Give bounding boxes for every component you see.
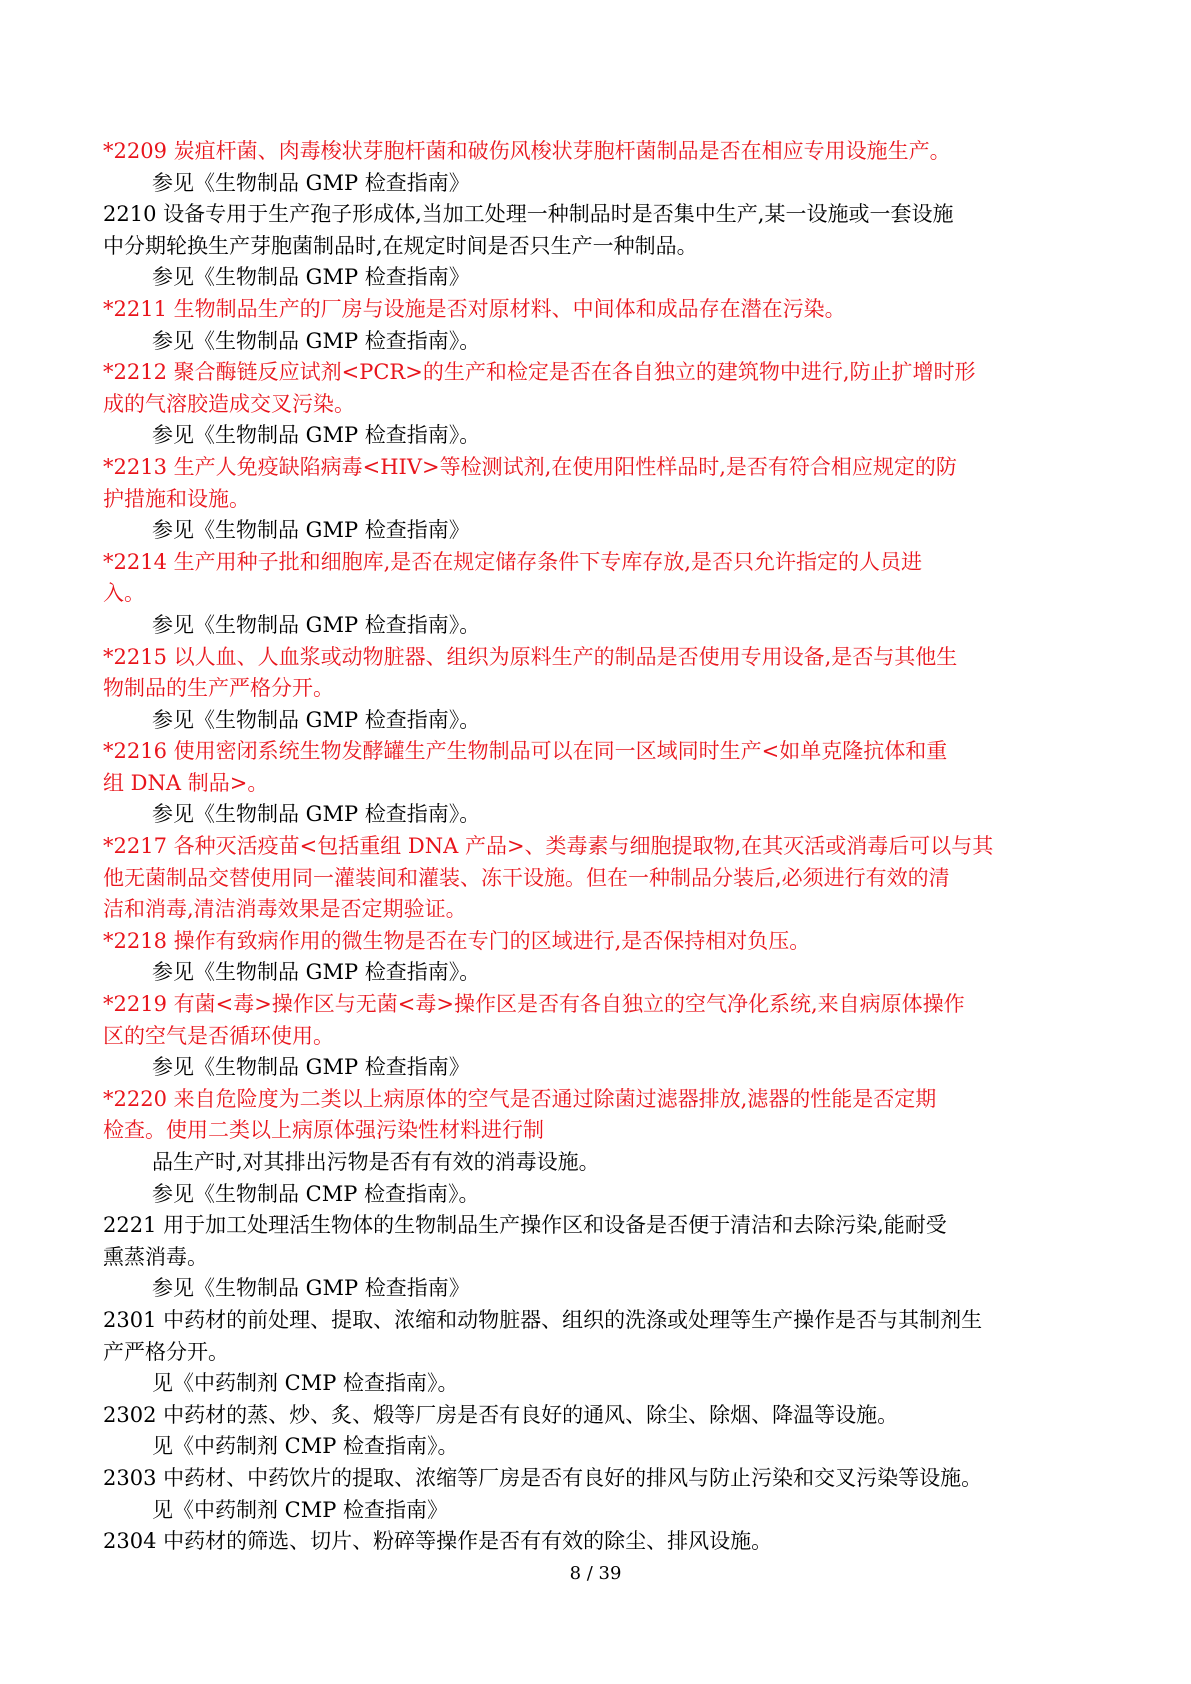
text-line: 2301 中药材的前处理、提取、浓缩和动物脏器、组织的洗涤或处理等生产操作是否与其制剂生 (103, 1307, 983, 1332)
required-item-line: 他无菌制品交替使用同一灌装间和灌装、冻干设施。但在一种制品分装后,必须进行有效的清 (103, 865, 950, 890)
text-line: 参见《生物制品 CMP 检查指南》。 (152, 1181, 480, 1206)
text-line: 参见《生物制品 GMP 检查指南》。 (152, 802, 481, 827)
required-item-line: *2209 炭疽杆菌、肉毒梭状芽胞杆菌和破伤风梭状芽胞杆菌制品是否在相应专用设施生产。 (103, 139, 951, 163)
text-line: 中分期轮换生产芽胞菌制品时,在规定时间是否只生产一种制品。 (103, 233, 698, 258)
text-line: 品生产时,对其排出污物是否有有效的消毒设施。 (152, 1150, 600, 1174)
text-line: 产严格分开。 (103, 1339, 229, 1364)
document-body (103, 136, 1093, 1558)
text-line: 参见《生物制品 GMP 检查指南》。 (152, 423, 481, 448)
required-item-line: *2215 以人血、人血浆或动物脏器、组织为原料生产的制品是否使用专用设备,是否与其他生 (103, 644, 958, 669)
text-line: 参见《生物制品 GMP 检查指南》 (152, 1055, 470, 1080)
text-line: 2210 设备专用于生产孢子形成体,当加工处理一种制品时是否集中生产,某一设施或一套设施 (103, 202, 954, 227)
text-line: 参见《生物制品 GMP 检查指南》 (152, 1276, 470, 1301)
required-item-line: 入。 (103, 581, 145, 606)
text-line: 2303 中药材、中药饮片的提取、浓缩等厂房是否有良好的排风与防止污染和交叉污染等设施。 (103, 1465, 983, 1490)
text-line: 参见《生物制品 GMP 检查指南》。 (152, 707, 481, 732)
text-line: 熏蒸消毒。 (103, 1244, 208, 1269)
required-item-line: *2217 各种灭活疫苗<包括重组 DNA 产品>、类毒素与细胞提取物,在其灭活或消毒后可以与其 (103, 834, 994, 859)
text-line: 2221 用于加工处理活生物体的生物制品生产操作区和设备是否便于清洁和去除污染,能耐受 (103, 1213, 947, 1238)
text-line: 参见《生物制品 GMP 检查指南》 (152, 518, 470, 543)
required-item-line: *2213 生产人免疫缺陷病毒<HIV>等检测试剂,在使用阳性样品时,是否有符合相应规定的防 (103, 454, 957, 479)
required-item-line: 检查。使用二类以上病原体强污染性材料进行制 (103, 1118, 544, 1143)
required-item-line: *2211 生物制品生产的厂房与设施是否对原材料、中间体和成品存在潜在污染。 (103, 296, 846, 321)
required-item-line: 成的气溶胶造成交叉污染。 (103, 391, 355, 416)
required-item-line: 组 DNA 制品>。 (103, 770, 269, 795)
text-line: 见《中药制剂 CMP 检查指南》。 (152, 1371, 459, 1396)
required-item-line: *2219 有菌<毒>操作区与无菌<毒>操作区是否有各自独立的空气净化系统,来自病原体操作 (103, 992, 965, 1017)
required-item-line: *2214 生产用种子批和细胞库,是否在规定储存条件下专库存放,是否只允许指定的人员进 (103, 549, 922, 574)
text-line: 参见《生物制品 GMP 检查指南》。 (152, 328, 481, 353)
required-item-line: 洁和消毒,清洁消毒效果是否定期验证。 (103, 897, 467, 922)
text-line: 参见《生物制品 GMP 检查指南》。 (152, 612, 481, 637)
text-line: 参见《生物制品 GMP 检查指南》。 (152, 960, 481, 985)
page-number: 8 / 39 (569, 1563, 622, 1584)
text-line: 参见《生物制品 GMP 检查指南》 (152, 265, 470, 290)
required-item-line: 护措施和设施。 (103, 486, 250, 511)
required-item-line: 区的空气是否循环使用。 (103, 1023, 334, 1048)
text-line: 见《中药制剂 CMP 检查指南》。 (152, 1434, 459, 1459)
required-item-line: 物制品的生产严格分开。 (103, 676, 334, 701)
text-line: 2302 中药材的蒸、炒、炙、煅等厂房是否有良好的通风、除尘、除烟、降温等设施。 (103, 1402, 899, 1427)
required-item-line: *2218 操作有致病作用的微生物是否在专门的区域进行,是否保持相对负压。 (103, 928, 811, 953)
required-item-line: *2212 聚合酶链反应试剂<PCR>的生产和检定是否在各自独立的建筑物中进行,防止扩增时形 (103, 360, 976, 385)
required-item-line: *2216 使用密闭系统生物发酵罐生产生物制品可以在同一区域同时生产<如单克隆抗体和重 (103, 739, 948, 764)
text-line: 2304 中药材的筛选、切片、粉碎等操作是否有有效的除尘、排风设施。 (103, 1529, 773, 1554)
required-item-line: *2220 来自危险度为二类以上病原体的空气是否通过除菌过滤器排放,滤器的性能是否定期 (103, 1086, 937, 1111)
text-line: 参见《生物制品 GMP 检查指南》 (152, 170, 470, 195)
text-line: 见《中药制剂 CMP 检查指南》 (152, 1497, 449, 1522)
